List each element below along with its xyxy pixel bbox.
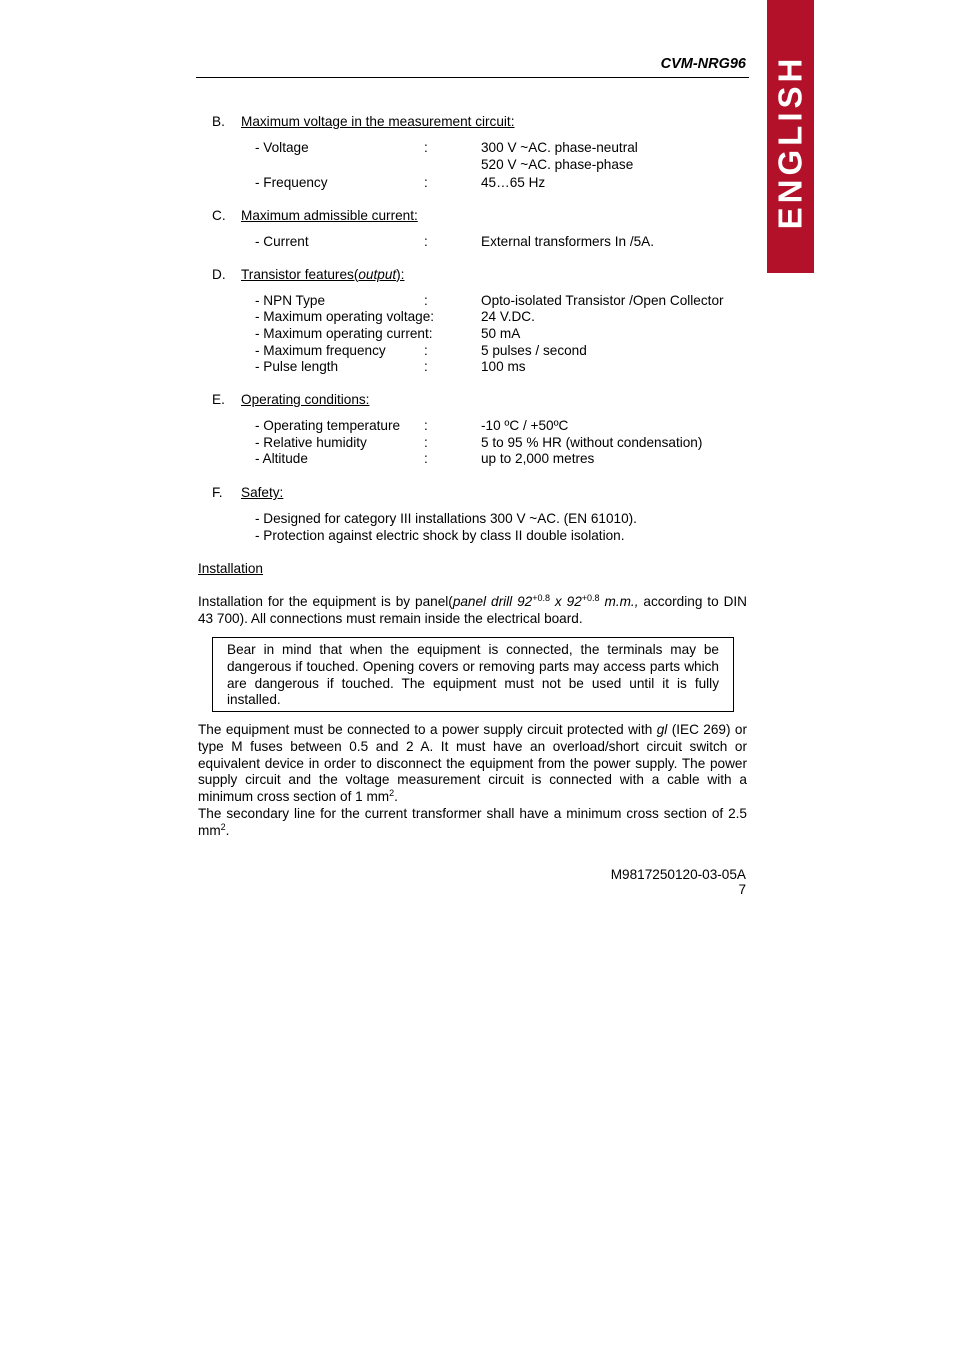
- section-d-title-suffix: ):: [396, 267, 405, 282]
- spec-label: - Maximum operating current:: [255, 326, 433, 341]
- installation-paragraph-1: [198, 594, 747, 628]
- spec-value: 520 V ~AC. phase-phase: [481, 157, 634, 172]
- spec-label: - Altitude: [255, 451, 308, 466]
- section-e-title: Operating conditions:: [241, 392, 370, 407]
- spec-label: - Voltage: [255, 140, 309, 155]
- language-tab-label: ENGLISH: [771, 54, 809, 230]
- section-d-letter: D.: [212, 267, 226, 282]
- spec-colon: :: [424, 451, 428, 466]
- spec-value: 5 pulses / second: [481, 343, 587, 358]
- spec-colon: :: [424, 435, 428, 450]
- safety-line: - Designed for category III installations 300 V ~AC. (EN 61010).: [255, 511, 637, 526]
- section-d-title-prefix: Transistor features(: [241, 267, 359, 282]
- p2-text-d: .: [394, 789, 398, 805]
- p1-text-c: x 92: [550, 594, 582, 609]
- spec-label: - Relative humidity: [255, 435, 367, 450]
- p1-text-a: Installation for the equipment is by panel(: [198, 594, 453, 609]
- spec-label: - NPN Type: [255, 293, 326, 308]
- spec-colon: :: [424, 234, 428, 249]
- spec-value: 24 V.DC.: [481, 309, 535, 324]
- spec-value: 100 ms: [481, 359, 526, 374]
- section-b-letter: B.: [212, 114, 225, 129]
- document-title: CVM-NRG96: [660, 56, 746, 72]
- p1-text-e: according to DIN 43 700). All connections must remain inside the electrical board.: [198, 594, 747, 626]
- installation-paragraph-2: [198, 722, 747, 806]
- section-e-letter: E.: [212, 392, 225, 407]
- p1-text-b: panel drill 92: [452, 594, 533, 609]
- spec-value: 5 to 95 % HR (without condensation): [481, 435, 703, 450]
- spec-colon: :: [424, 293, 428, 308]
- spec-label: - Frequency: [255, 175, 328, 190]
- spec-value: 300 V ~AC. phase-neutral: [481, 140, 638, 155]
- p1-text-d: m.m.,: [599, 594, 639, 609]
- p2-text-b: gl: [656, 722, 668, 737]
- p2-text-c: (IEC 269) or type M fuses between 0.5 and 2 A. It must have an overload/short circuit switch or equivalent device in order to disconnect the equipment from the power supply. The power supply circuit and the voltage measurement circuit is connected with a cable with a minimum cross section of 1 mm: [198, 722, 748, 805]
- spec-label: - Current: [255, 234, 309, 249]
- spec-colon: :: [424, 175, 428, 190]
- spec-label: - Maximum operating voltage:: [255, 309, 435, 324]
- spec-value: 45…65 Hz: [481, 175, 546, 190]
- section-c-title: Maximum admissible current:: [241, 208, 418, 223]
- spec-colon: :: [424, 418, 428, 433]
- spec-label: - Pulse length: [255, 359, 339, 374]
- spec-colon: :: [424, 359, 428, 374]
- footer-page-number: 7: [738, 882, 746, 897]
- p3-sup: 2: [220, 821, 226, 832]
- section-d-title-italic: output: [358, 267, 397, 282]
- p1-sup-2: +0.8: [581, 593, 600, 603]
- spec-label: - Maximum frequency: [255, 343, 386, 358]
- p1-sup-1: +0.8: [532, 593, 550, 603]
- p3-text-b: .: [225, 822, 230, 838]
- header-rule: [196, 77, 749, 78]
- safety-line: - Protection against electric shock by class II double isolation.: [255, 528, 625, 543]
- installation-paragraph-3: [198, 806, 747, 840]
- spec-label: - Operating temperature: [255, 418, 401, 433]
- spec-value: External transformers In /5A.: [481, 234, 655, 249]
- spec-colon: :: [424, 140, 428, 155]
- language-tab: [767, 0, 814, 273]
- p2-sup: 2: [389, 788, 395, 799]
- p3-text-a: The secondary line for the current transformer shall have a minimum cross section of 2.5 mm: [198, 806, 747, 838]
- section-b-title: Maximum voltage in the measurement circuit:: [241, 114, 515, 129]
- section-f-title: Safety:: [241, 485, 284, 500]
- section-c-letter: C.: [212, 208, 226, 223]
- footer-doc-code: M9817250120-03-05A: [610, 867, 746, 882]
- installation-heading: Installation: [198, 561, 263, 576]
- spec-value: -10 ºC / +50ºC: [481, 418, 569, 433]
- p2-text-a: The equipment must be connected to a power supply circuit protected with: [198, 722, 657, 737]
- spec-colon: :: [424, 343, 428, 358]
- section-f-letter: F.: [212, 485, 223, 500]
- spec-value: Opto-isolated Transistor /Open Collector: [481, 293, 724, 308]
- section-d-title: [241, 267, 404, 284]
- warning-box: Bear in mind that when the equipment is connected, the terminals may be dangerous if touched. Opening covers or removing parts may access parts which are dangerous if touched. The equipment must not be used until it is fully installed.: [212, 637, 734, 712]
- spec-value: 50 mA: [481, 326, 521, 341]
- spec-value: up to 2,000 metres: [481, 451, 595, 466]
